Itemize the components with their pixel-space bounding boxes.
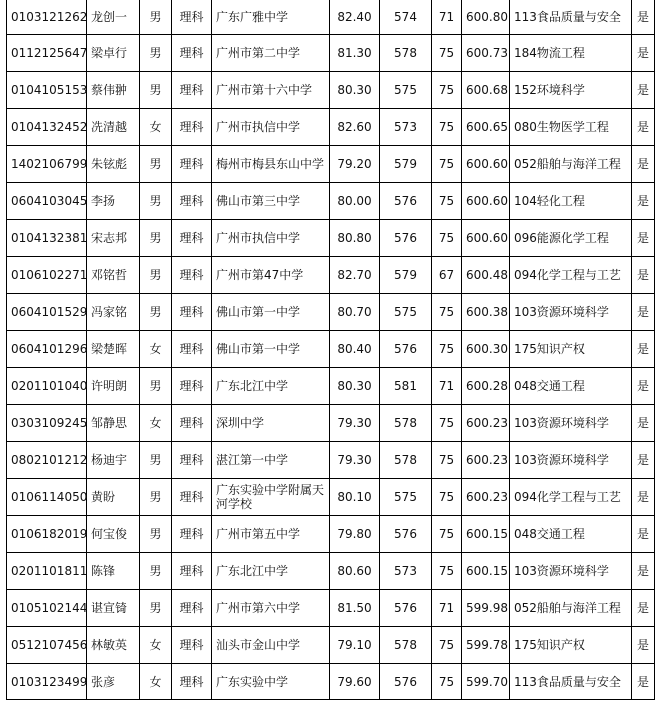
table-row (7, 368, 655, 405)
candidate-id-cell: 0112125647 (7, 35, 87, 72)
admitted-cell: 是 (632, 0, 655, 35)
name-cell: 梁卓行 (87, 35, 140, 72)
candidate-id-cell: 0103123499 (7, 664, 87, 700)
score-cell: 80.10 (330, 479, 380, 516)
gender-cell: 男 (140, 257, 172, 294)
admitted-cell: 是 (632, 516, 655, 553)
major-cell: 052船舶与海洋工程 (510, 590, 632, 627)
candidate-id-cell: 0104132381 (7, 220, 87, 257)
major-cell: 113食品质量与安全 (510, 0, 632, 35)
school-cell: 佛山市第三中学 (212, 183, 330, 220)
subject-track-cell: 理科 (172, 664, 212, 700)
total-score-cell: 600.23 (462, 479, 510, 516)
table-row (7, 0, 655, 35)
candidate-id-cell: 0106114050 (7, 479, 87, 516)
exam-score-cell: 575 (380, 294, 432, 331)
exam-score-cell: 579 (380, 257, 432, 294)
candidate-id-cell: 0104132452 (7, 109, 87, 146)
candidate-id-cell: 0604101529 (7, 294, 87, 331)
gender-cell: 男 (140, 0, 172, 35)
admitted-cell: 是 (632, 553, 655, 590)
name-cell: 杨迪宇 (87, 442, 140, 479)
interview-score-cell: 71 (432, 590, 462, 627)
exam-score-cell: 576 (380, 331, 432, 368)
candidate-id-cell: 0512107456 (7, 627, 87, 664)
gender-cell: 男 (140, 183, 172, 220)
interview-score-cell: 67 (432, 257, 462, 294)
score-cell: 81.30 (330, 35, 380, 72)
major-cell: 103资源环境科学 (510, 294, 632, 331)
exam-score-cell: 575 (380, 72, 432, 109)
major-cell: 080生物医学工程 (510, 109, 632, 146)
subject-track-cell: 理科 (172, 109, 212, 146)
score-cell: 80.70 (330, 294, 380, 331)
table-row (7, 442, 655, 479)
exam-score-cell: 573 (380, 553, 432, 590)
name-cell: 龙创一 (87, 0, 140, 35)
candidate-id-cell: 0105102144 (7, 590, 87, 627)
school-cell: 广东北江中学 (212, 553, 330, 590)
admitted-cell: 是 (632, 368, 655, 405)
subject-track-cell: 理科 (172, 146, 212, 183)
admitted-cell: 是 (632, 442, 655, 479)
exam-score-cell: 576 (380, 664, 432, 700)
school-cell: 广州市执信中学 (212, 109, 330, 146)
interview-score-cell: 75 (432, 294, 462, 331)
admitted-cell: 是 (632, 479, 655, 516)
total-score-cell: 600.48 (462, 257, 510, 294)
score-cell: 82.60 (330, 109, 380, 146)
total-score-cell: 600.80 (462, 0, 510, 35)
name-cell: 林敏英 (87, 627, 140, 664)
school-cell: 佛山市第一中学 (212, 294, 330, 331)
major-cell: 103资源环境科学 (510, 405, 632, 442)
table-row (7, 590, 655, 627)
interview-score-cell: 75 (432, 442, 462, 479)
school-cell: 广州市第47中学 (212, 257, 330, 294)
total-score-cell: 599.98 (462, 590, 510, 627)
school-cell: 深圳中学 (212, 405, 330, 442)
interview-score-cell: 75 (432, 664, 462, 700)
name-cell: 宋志邦 (87, 220, 140, 257)
name-cell: 冼清越 (87, 109, 140, 146)
exam-score-cell: 578 (380, 405, 432, 442)
school-cell: 广东广雅中学 (212, 0, 330, 35)
school-cell: 广东北江中学 (212, 368, 330, 405)
major-cell: 096能源化学工程 (510, 220, 632, 257)
subject-track-cell: 理科 (172, 294, 212, 331)
school-cell: 广州市第五中学 (212, 516, 330, 553)
school-cell: 广州市第二中学 (212, 35, 330, 72)
candidate-id-cell: 0201101811 (7, 553, 87, 590)
school-cell: 湛江第一中学 (212, 442, 330, 479)
name-cell: 陈锋 (87, 553, 140, 590)
subject-track-cell: 理科 (172, 627, 212, 664)
interview-score-cell: 75 (432, 146, 462, 183)
total-score-cell: 600.15 (462, 516, 510, 553)
total-score-cell: 600.60 (462, 220, 510, 257)
table-row (7, 331, 655, 368)
candidate-id-cell: 0106182019 (7, 516, 87, 553)
total-score-cell: 600.65 (462, 109, 510, 146)
total-score-cell: 600.38 (462, 294, 510, 331)
table-row (7, 664, 655, 700)
gender-cell: 女 (140, 664, 172, 700)
interview-score-cell: 75 (432, 331, 462, 368)
table-row (7, 516, 655, 553)
gender-cell: 女 (140, 109, 172, 146)
name-cell: 邹静思 (87, 405, 140, 442)
name-cell: 朱铉彪 (87, 146, 140, 183)
admitted-cell: 是 (632, 294, 655, 331)
major-cell: 175知识产权 (510, 627, 632, 664)
name-cell: 黄盼 (87, 479, 140, 516)
admitted-cell: 是 (632, 146, 655, 183)
gender-cell: 男 (140, 294, 172, 331)
candidate-id-cell: 0604103045 (7, 183, 87, 220)
admitted-cell: 是 (632, 590, 655, 627)
interview-score-cell: 75 (432, 479, 462, 516)
score-cell: 80.80 (330, 220, 380, 257)
subject-track-cell: 理科 (172, 516, 212, 553)
table-row (7, 627, 655, 664)
name-cell: 冯家铭 (87, 294, 140, 331)
major-cell: 175知识产权 (510, 331, 632, 368)
major-cell: 184物流工程 (510, 35, 632, 72)
exam-score-cell: 576 (380, 516, 432, 553)
subject-track-cell: 理科 (172, 331, 212, 368)
total-score-cell: 600.15 (462, 553, 510, 590)
candidate-id-cell: 0106102271 (7, 257, 87, 294)
subject-track-cell: 理科 (172, 35, 212, 72)
name-cell: 许明朗 (87, 368, 140, 405)
table-row (7, 72, 655, 109)
total-score-cell: 600.60 (462, 183, 510, 220)
subject-track-cell: 理科 (172, 442, 212, 479)
total-score-cell: 600.28 (462, 368, 510, 405)
gender-cell: 男 (140, 516, 172, 553)
score-cell: 79.80 (330, 516, 380, 553)
school-cell: 广东实验中学 (212, 664, 330, 700)
subject-track-cell: 理科 (172, 220, 212, 257)
major-cell: 103资源环境科学 (510, 553, 632, 590)
school-cell: 广州市第六中学 (212, 590, 330, 627)
exam-score-cell: 578 (380, 442, 432, 479)
interview-score-cell: 75 (432, 220, 462, 257)
total-score-cell: 600.68 (462, 72, 510, 109)
exam-score-cell: 576 (380, 590, 432, 627)
score-cell: 80.00 (330, 183, 380, 220)
table-row (7, 294, 655, 331)
gender-cell: 男 (140, 72, 172, 109)
subject-track-cell: 理科 (172, 590, 212, 627)
candidate-id-cell: 1402106799 (7, 146, 87, 183)
table-row (7, 35, 655, 72)
candidate-id-cell: 0303109245 (7, 405, 87, 442)
score-cell: 80.30 (330, 368, 380, 405)
school-cell: 广州市第十六中学 (212, 72, 330, 109)
score-cell: 80.60 (330, 553, 380, 590)
gender-cell: 女 (140, 331, 172, 368)
candidate-id-cell: 0104105153 (7, 72, 87, 109)
admitted-cell: 是 (632, 331, 655, 368)
school-cell: 佛山市第一中学 (212, 331, 330, 368)
score-cell: 80.30 (330, 72, 380, 109)
candidate-id-cell: 0103121262 (7, 0, 87, 35)
interview-score-cell: 75 (432, 72, 462, 109)
admitted-cell: 是 (632, 405, 655, 442)
total-score-cell: 600.23 (462, 442, 510, 479)
school-cell: 广东实验中学附属天河学校 (212, 479, 330, 516)
gender-cell: 男 (140, 590, 172, 627)
admitted-cell: 是 (632, 35, 655, 72)
name-cell: 邓铭哲 (87, 257, 140, 294)
score-cell: 80.40 (330, 331, 380, 368)
subject-track-cell: 理科 (172, 405, 212, 442)
major-cell: 094化学工程与工艺 (510, 479, 632, 516)
admission-table (6, 0, 655, 700)
exam-score-cell: 578 (380, 35, 432, 72)
exam-score-cell: 581 (380, 368, 432, 405)
exam-score-cell: 576 (380, 183, 432, 220)
admitted-cell: 是 (632, 257, 655, 294)
gender-cell: 男 (140, 553, 172, 590)
score-cell: 79.10 (330, 627, 380, 664)
table-row (7, 146, 655, 183)
major-cell: 152环境科学 (510, 72, 632, 109)
admitted-cell: 是 (632, 664, 655, 700)
name-cell: 何宝俊 (87, 516, 140, 553)
major-cell: 048交通工程 (510, 516, 632, 553)
name-cell: 谌宣锜 (87, 590, 140, 627)
subject-track-cell: 理科 (172, 72, 212, 109)
exam-score-cell: 574 (380, 0, 432, 35)
total-score-cell: 600.60 (462, 146, 510, 183)
subject-track-cell: 理科 (172, 0, 212, 35)
table-row (7, 109, 655, 146)
subject-track-cell: 理科 (172, 553, 212, 590)
major-cell: 052船舶与海洋工程 (510, 146, 632, 183)
score-cell: 82.70 (330, 257, 380, 294)
gender-cell: 男 (140, 35, 172, 72)
gender-cell: 男 (140, 479, 172, 516)
table-row (7, 479, 655, 516)
exam-score-cell: 579 (380, 146, 432, 183)
name-cell: 李扬 (87, 183, 140, 220)
score-cell: 81.50 (330, 590, 380, 627)
name-cell: 梁楚晖 (87, 331, 140, 368)
admitted-cell: 是 (632, 220, 655, 257)
interview-score-cell: 75 (432, 183, 462, 220)
score-cell: 79.30 (330, 442, 380, 479)
school-cell: 广州市执信中学 (212, 220, 330, 257)
interview-score-cell: 75 (432, 405, 462, 442)
exam-score-cell: 575 (380, 479, 432, 516)
table-body (7, 0, 655, 700)
candidate-id-cell: 0604101296 (7, 331, 87, 368)
interview-score-cell: 75 (432, 516, 462, 553)
score-cell: 79.20 (330, 146, 380, 183)
table-row (7, 183, 655, 220)
exam-score-cell: 573 (380, 109, 432, 146)
name-cell: 张彦 (87, 664, 140, 700)
admission-results-sheet (6, 0, 649, 716)
major-cell: 094化学工程与工艺 (510, 257, 632, 294)
school-cell: 汕头市金山中学 (212, 627, 330, 664)
table-row (7, 257, 655, 294)
table-row (7, 405, 655, 442)
gender-cell: 男 (140, 146, 172, 183)
admitted-cell: 是 (632, 72, 655, 109)
candidate-id-cell: 0201101040 (7, 368, 87, 405)
admitted-cell: 是 (632, 627, 655, 664)
gender-cell: 女 (140, 405, 172, 442)
score-cell: 82.40 (330, 0, 380, 35)
gender-cell: 男 (140, 220, 172, 257)
name-cell: 蔡伟翀 (87, 72, 140, 109)
interview-score-cell: 75 (432, 35, 462, 72)
candidate-id-cell: 0802101212 (7, 442, 87, 479)
gender-cell: 女 (140, 627, 172, 664)
admitted-cell: 是 (632, 183, 655, 220)
interview-score-cell: 75 (432, 553, 462, 590)
major-cell: 048交通工程 (510, 368, 632, 405)
score-cell: 79.30 (330, 405, 380, 442)
total-score-cell: 600.23 (462, 405, 510, 442)
total-score-cell: 600.30 (462, 331, 510, 368)
total-score-cell: 599.70 (462, 664, 510, 700)
exam-score-cell: 576 (380, 220, 432, 257)
interview-score-cell: 75 (432, 109, 462, 146)
major-cell: 113食品质量与安全 (510, 664, 632, 700)
exam-score-cell: 578 (380, 627, 432, 664)
table-row (7, 220, 655, 257)
interview-score-cell: 71 (432, 0, 462, 35)
subject-track-cell: 理科 (172, 183, 212, 220)
school-cell: 梅州市梅县东山中学 (212, 146, 330, 183)
gender-cell: 男 (140, 368, 172, 405)
total-score-cell: 600.73 (462, 35, 510, 72)
major-cell: 103资源环境科学 (510, 442, 632, 479)
score-cell: 79.60 (330, 664, 380, 700)
table-row (7, 553, 655, 590)
interview-score-cell: 75 (432, 627, 462, 664)
subject-track-cell: 理科 (172, 479, 212, 516)
total-score-cell: 599.78 (462, 627, 510, 664)
interview-score-cell: 71 (432, 368, 462, 405)
major-cell: 104轻化工程 (510, 183, 632, 220)
subject-track-cell: 理科 (172, 368, 212, 405)
admitted-cell: 是 (632, 109, 655, 146)
subject-track-cell: 理科 (172, 257, 212, 294)
gender-cell: 男 (140, 442, 172, 479)
